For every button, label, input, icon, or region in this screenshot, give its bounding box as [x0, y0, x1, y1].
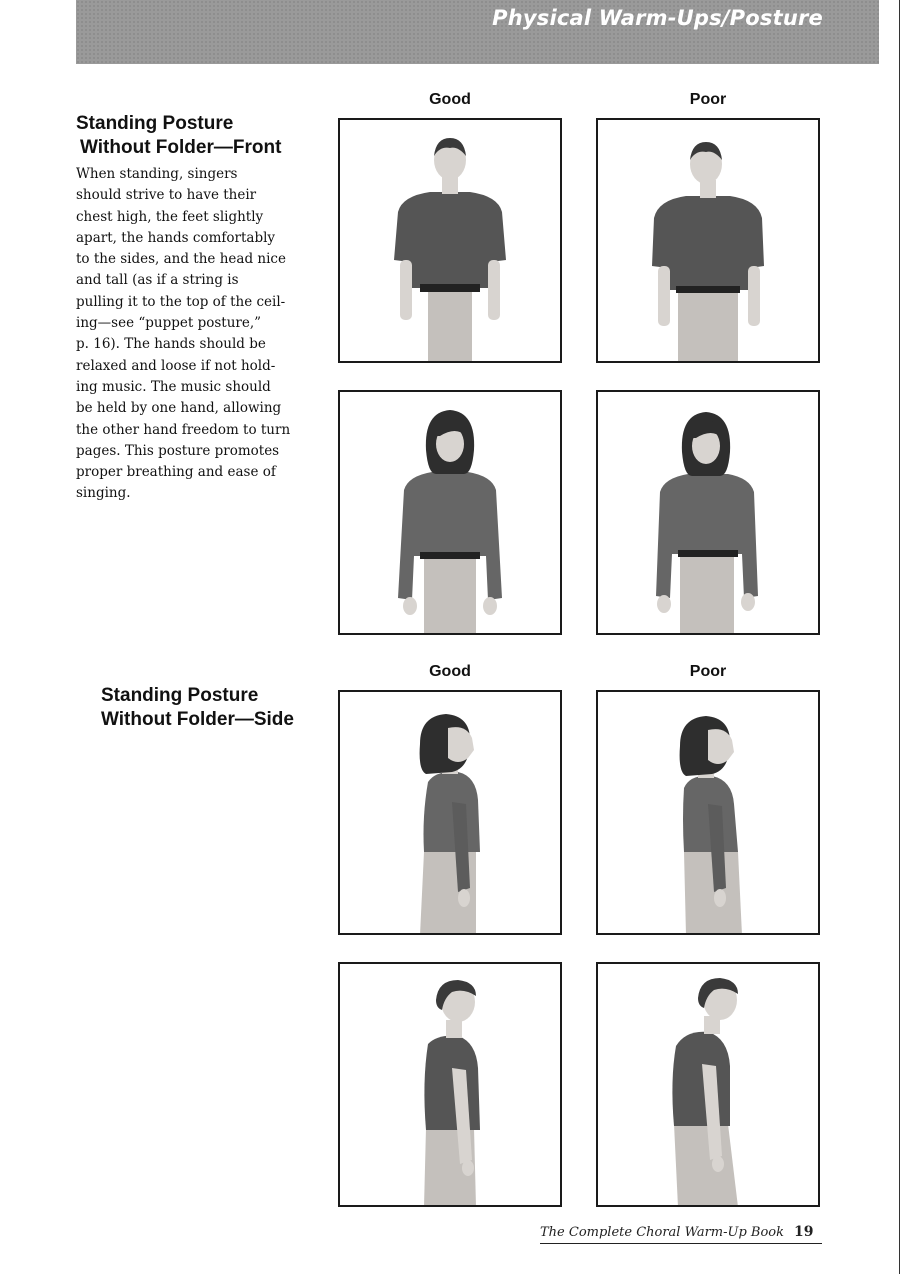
front-title-line2: Without Folder—Front: [80, 137, 282, 158]
photo-front-good-female: [338, 390, 562, 635]
body-line: be held by one hand, allowing: [76, 400, 282, 417]
body-line: and tall (as if a string is: [76, 272, 239, 289]
front-section-title: [76, 112, 281, 160]
body-line: should strive to have their: [76, 187, 257, 204]
body-line: pages. This posture promotes: [76, 442, 280, 459]
photo-front-good-male: [338, 118, 562, 363]
side-section-title: [101, 684, 294, 732]
front-title-line1: Standing Posture: [76, 113, 234, 134]
side-good-label: Good: [429, 663, 471, 680]
front-good-label: Good: [429, 91, 471, 108]
footer-book-title: The Complete Choral Warm-Up Book: [540, 1225, 785, 1240]
photo-side-good-male: [338, 962, 562, 1207]
front-poor-label: Poor: [689, 91, 727, 108]
body-line: relaxed and loose if not hold-: [76, 357, 276, 374]
photo-side-good-female: [338, 690, 562, 935]
body-line: pulling it to the top of the ceil-: [76, 293, 286, 310]
body-line: apart, the hands comfortably: [76, 229, 276, 246]
body-line: singing.: [76, 485, 131, 502]
body-line: ing music. The music should: [76, 378, 271, 395]
footer-page-number: 19: [794, 1224, 814, 1240]
header-band: [76, 0, 879, 64]
page-header-title: Physical Warm-Ups/Posture: [492, 6, 823, 30]
page-footer: [540, 1224, 822, 1244]
figure-male-front-good: [394, 138, 506, 361]
body-line: proper breathing and ease of: [76, 464, 276, 481]
photo-front-poor-female: [596, 390, 820, 635]
figure-female-front-poor: [656, 412, 758, 633]
side-poor-label: Poor: [689, 663, 727, 680]
side-title-line2: Without Folder—Side: [101, 709, 294, 730]
photo-front-poor-male: [596, 118, 820, 363]
side-title-line1: Standing Posture: [101, 685, 259, 706]
body-line: When standing, singers: [76, 166, 238, 182]
front-body-text: [76, 164, 342, 505]
body-line: to the sides, and the head nice: [76, 251, 286, 268]
figure-male-side-good: [424, 980, 480, 1205]
body-line: chest high, the feet slightly: [76, 208, 264, 225]
photo-side-poor-male: [596, 962, 820, 1207]
figure-male-front-poor: [652, 142, 764, 361]
figure-female-side-good: [420, 714, 480, 933]
figure-female-front-good: [398, 410, 502, 633]
photo-side-poor-female: [596, 690, 820, 935]
body-line: p. 16). The hands should be: [76, 336, 266, 353]
body-line: ing—see “puppet posture,”: [76, 315, 262, 332]
body-line: the other hand freedom to turn: [76, 421, 291, 438]
figure-male-side-poor: [672, 978, 738, 1205]
figure-female-side-poor: [680, 716, 742, 933]
